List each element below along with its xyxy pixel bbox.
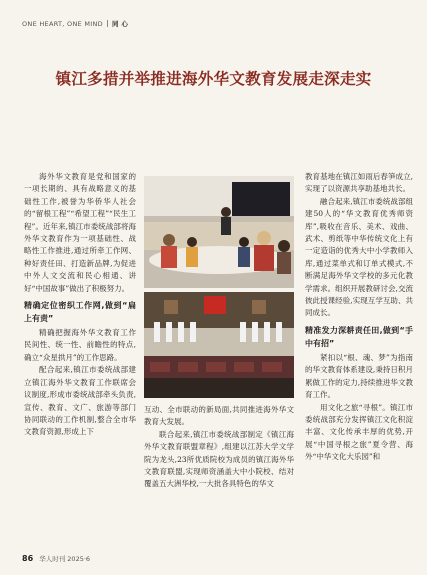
photo-classroom [144, 176, 294, 288]
page-footer [22, 554, 90, 563]
photo-performance [144, 292, 294, 398]
article-title: 镇江多措并举推进海外华文教育发展走深走实 [55, 70, 372, 88]
page-number: 86 [22, 554, 34, 563]
paragraph: 海外华文教育是党和国家的一项长期的、具有战略意义的基础性工作,被誉为华侨华人社会的“留根工程”“希望工程”“民生工程”。近年来,镇江市委统战部将海外华文教育作为一项基础性、战略性工作推进,通过所牵工作网、种好责任田、打造新品牌,为促进中外人文交流和民心相通、讲好“中国故事”做出了积极努力。 [24, 172, 136, 293]
performance-illustration [144, 292, 294, 398]
header-chinese: 同 心 [111, 20, 129, 28]
left-column [24, 171, 136, 439]
right-column [305, 171, 413, 464]
middle-column [144, 404, 294, 491]
header-divider [107, 20, 108, 27]
paragraph: 紧扣以“根、魂、梦”为指南的华文教育体系建设,秉持日积月累做工作的定力,持续推进华文教育工作。 [305, 352, 413, 400]
classroom-illustration [144, 176, 294, 288]
paragraph: 融合起来,镇江市委统战部组建50人的“华文教育优秀师资库”,吸收在音乐、美术、戏曲、武术、剪纸等中华传统文化上有一定造诣的优秀大中小学教师入库,通过菜单式和订单式模式,不断满足海外华文学校的多元化教学需求。组织开展教研讨会,交流彼此授课经验,实现互学互助、共同成长。 [305, 196, 413, 318]
magazine-name: 华人时刊 [39, 555, 66, 563]
paragraph: 联合起来,镇江市委统战部制定《镇江海外华文教育联盟章程》,组建以江苏大学文学院为龙头,23所优质院校为成员的镇江海外华文教育联盟,实现师资涵盖大中小院校、结对覆盖五大洲华校,一大批各具特色的华文 [144, 429, 294, 489]
subheading: 精准发力深耕责任田,做到“手中有招” [305, 325, 413, 348]
paragraph: 配合起来,镇江市委统战部建立镇江海外华文教育工作联席会议制度,形成市委统战部牵头负责,宣传、教育、文广、旅游等部门协同联动的工作机制,整合全市华文教育资源,形成上下 [24, 365, 136, 437]
paragraph: 用文化之旅“寻根”。镇江市委统战部充分发挥镇江文化积淀丰富、文化传承丰厚的优势,开展“中国寻根之旅”夏令营、海外“中华文化大乐园”和 [305, 402, 413, 462]
paragraph: 教育基地在镇江如雨后春笋成立,实现了以资源共享助基地共长。 [305, 172, 413, 194]
paragraph: 互动、全市联动的新局面,共同推进海外华文教育大发展。 [144, 405, 294, 427]
section-header [22, 19, 128, 28]
header-english: ONE HEART, ONE MIND [22, 20, 103, 28]
issue-number: 2025·6 [67, 555, 91, 563]
subheading: 精确定位密织工作网,做到“扁上有责” [24, 301, 136, 324]
paragraph: 精确把握海外华文教育工作民间性、统一性、前瞻性的特点,确立“众星拱月”的工作思路。 [24, 328, 136, 362]
